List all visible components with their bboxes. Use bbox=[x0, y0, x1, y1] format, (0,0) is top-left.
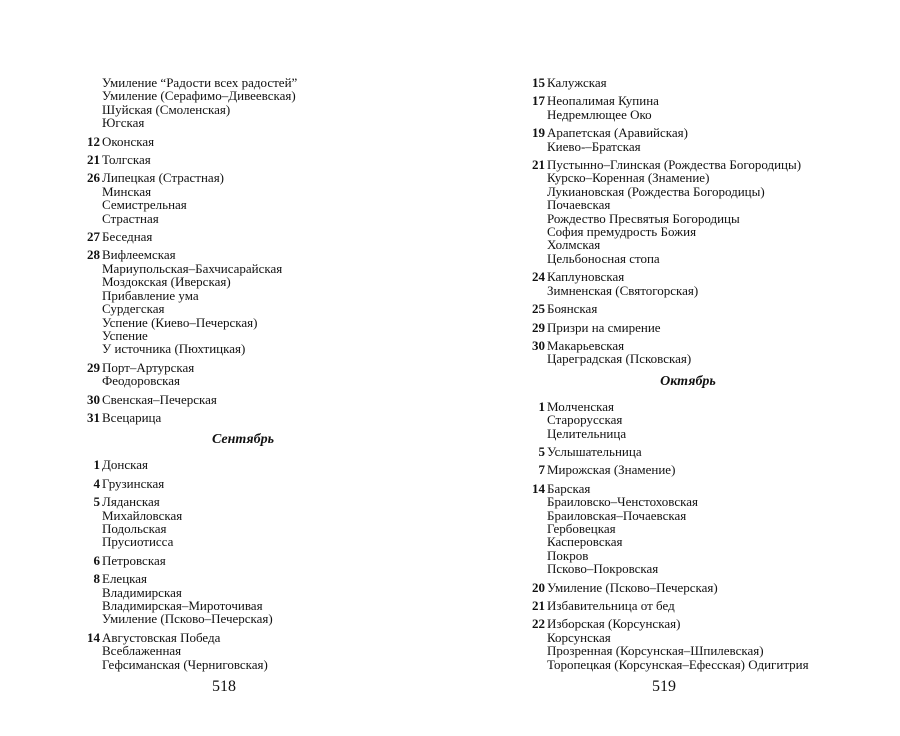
entry-day: 30 bbox=[532, 337, 545, 353]
calendar-entry bbox=[83, 248, 413, 355]
entry-icon-names bbox=[102, 631, 413, 671]
icon-name: Прибавление ума bbox=[102, 287, 199, 303]
entry-icon-names bbox=[547, 270, 858, 297]
calendar-entry bbox=[528, 76, 858, 89]
entry-icon-names bbox=[547, 126, 858, 153]
icon-name: Зимненская (Святогорская) bbox=[547, 282, 699, 298]
icon-name: Неопалимая Купина bbox=[547, 93, 659, 109]
calendar-entry bbox=[83, 135, 413, 148]
icon-name: Каплуновская bbox=[547, 269, 625, 285]
entry-day: 12 bbox=[87, 133, 100, 149]
calendar-entry bbox=[528, 599, 858, 612]
calendar-entry bbox=[528, 126, 858, 153]
page-number-left: 518 bbox=[212, 678, 236, 695]
calendar-entry bbox=[528, 302, 858, 315]
page-number-right: 519 bbox=[652, 678, 676, 695]
entry-day: 21 bbox=[87, 152, 100, 168]
icon-name: Беседная bbox=[102, 229, 153, 245]
icon-name: Умиление (Псково–Печерская) bbox=[102, 611, 273, 627]
entry-icon-names bbox=[547, 76, 858, 89]
entry-day: 14 bbox=[532, 480, 545, 496]
calendar-entry bbox=[528, 581, 858, 594]
icon-name: Старорусская bbox=[547, 412, 623, 428]
icon-name: Успение bbox=[102, 327, 148, 343]
icon-name: У источника (Пюхтицкая) bbox=[102, 341, 246, 357]
icon-name: Арапетская (Аравийская) bbox=[547, 125, 688, 141]
calendar-entry bbox=[83, 361, 413, 388]
icon-name: Призри на смирение bbox=[547, 319, 661, 335]
icon-name: Цельбоносная стопа bbox=[547, 250, 660, 266]
entry-day: 22 bbox=[532, 616, 545, 632]
calendar-entry bbox=[83, 171, 413, 225]
icon-name: Свенская–Печерская bbox=[102, 391, 217, 407]
right-page-column bbox=[528, 76, 858, 676]
calendar-entry bbox=[528, 463, 858, 476]
entry-day: 24 bbox=[532, 269, 545, 285]
icon-name: Избавительница от бед bbox=[547, 598, 675, 613]
icon-name: Августовская Победа bbox=[102, 629, 221, 645]
entry-day: 26 bbox=[87, 170, 100, 186]
entry-day: 31 bbox=[87, 409, 100, 425]
entry-icon-names bbox=[547, 158, 858, 265]
icon-name: Почаевская bbox=[547, 197, 611, 213]
entry-day: 19 bbox=[532, 125, 545, 141]
entry-icon-names bbox=[102, 76, 413, 130]
icon-name: Оконская bbox=[102, 133, 155, 149]
calendar-entry bbox=[83, 411, 413, 424]
month-heading: Сентябрь bbox=[211, 432, 275, 448]
icon-name: Феодоровская bbox=[102, 373, 180, 389]
entry-day: 27 bbox=[87, 229, 100, 245]
icon-name: Донская bbox=[102, 457, 148, 473]
icon-name: Целительница bbox=[547, 425, 627, 441]
icon-name: Мариупольская–Бахчисарайская bbox=[102, 260, 283, 276]
calendar-entry bbox=[528, 158, 858, 265]
icon-name: Услышательница bbox=[547, 443, 642, 459]
calendar-entry bbox=[83, 631, 413, 671]
entry-day: 7 bbox=[538, 462, 545, 478]
icon-name: Петровская bbox=[102, 552, 166, 568]
icon-name: Умиление (Серафимо–Дивеевская) bbox=[102, 88, 296, 104]
icon-name: Недремлющее Око bbox=[547, 106, 652, 122]
calendar-entry bbox=[528, 617, 858, 671]
entry-icon-names bbox=[547, 482, 858, 576]
icon-name: Браиловская–Почаевская bbox=[547, 507, 687, 523]
calendar-entry bbox=[83, 572, 413, 626]
icon-name: Молченская bbox=[547, 398, 614, 414]
calendar-entry bbox=[83, 76, 413, 130]
entry-day: 21 bbox=[532, 598, 545, 613]
calendar-entry bbox=[528, 94, 858, 121]
calendar-entry bbox=[528, 400, 858, 440]
entry-day: 30 bbox=[87, 391, 100, 407]
icon-name: Грузинская bbox=[102, 475, 165, 491]
entry-icon-names bbox=[102, 458, 413, 471]
entry-icon-names bbox=[547, 617, 858, 671]
icon-name: Прусиотисса bbox=[102, 534, 174, 550]
entry-day: 6 bbox=[93, 552, 100, 568]
icon-name: Покров bbox=[547, 547, 589, 563]
entry-day: 25 bbox=[532, 301, 545, 317]
entry-icon-names bbox=[102, 572, 413, 626]
icon-name: Корсунская bbox=[547, 629, 611, 645]
entry-day: 14 bbox=[87, 629, 100, 645]
icon-name: Мирожская (Знамение) bbox=[547, 462, 676, 478]
entry-day: 28 bbox=[87, 247, 100, 263]
icon-name: Михайловская bbox=[102, 507, 183, 523]
calendar-entry bbox=[83, 230, 413, 243]
calendar-entry bbox=[83, 153, 413, 166]
icon-name: Киево-–Братская bbox=[547, 138, 641, 154]
icon-name: Курско–Коренная (Знамение) bbox=[547, 170, 710, 186]
icon-name: Порт–Артурская bbox=[102, 359, 195, 375]
entry-icon-names bbox=[102, 554, 413, 567]
entry-icon-names bbox=[102, 171, 413, 225]
icon-name: Подольская bbox=[102, 520, 167, 536]
calendar-entry bbox=[528, 321, 858, 334]
icon-name: Лукиановская (Рождества Богородицы) bbox=[547, 183, 765, 199]
icon-name: Всецарица bbox=[102, 409, 162, 425]
icon-name: Всеблаженная bbox=[102, 643, 182, 659]
entry-day: 15 bbox=[532, 75, 545, 90]
entry-day: 29 bbox=[532, 319, 545, 335]
icon-name: Владимирская bbox=[102, 584, 182, 600]
icon-name: Макарьевская bbox=[547, 337, 625, 353]
entry-day: 1 bbox=[538, 398, 545, 414]
icon-name: Барская bbox=[547, 480, 591, 496]
icon-name: Елецкая bbox=[102, 571, 148, 587]
calendar-entry bbox=[83, 393, 413, 406]
left-page-column bbox=[83, 76, 413, 676]
calendar-entry bbox=[528, 339, 858, 366]
entry-icon-names bbox=[547, 599, 858, 612]
entry-icon-names bbox=[547, 445, 858, 458]
icon-name: Шуйская (Смоленская) bbox=[102, 101, 231, 117]
calendar-entry bbox=[83, 458, 413, 471]
icon-name: Моздокская (Иверская) bbox=[102, 274, 231, 290]
icon-name: Владимирская–Мироточивая bbox=[102, 598, 263, 613]
icon-name: Липецкая (Страстная) bbox=[102, 170, 225, 186]
calendar-entry bbox=[83, 554, 413, 567]
entry-day: 5 bbox=[538, 443, 545, 459]
entry-day: 21 bbox=[532, 157, 545, 173]
icon-name: Минская bbox=[102, 183, 152, 199]
entry-day: 5 bbox=[93, 494, 100, 510]
icon-name: Торопецкая (Корсунская–Ефесская) Одигитрия bbox=[547, 656, 809, 672]
entry-icon-names bbox=[102, 153, 413, 166]
month-heading: Октябрь bbox=[660, 373, 716, 389]
calendar-entry bbox=[83, 495, 413, 549]
icon-name: Умиление (Псково–Печерская) bbox=[547, 579, 718, 595]
icon-name: Югская bbox=[102, 115, 145, 131]
entry-icon-names bbox=[102, 411, 413, 424]
icon-name: Сурдегская bbox=[102, 301, 165, 317]
icon-name: Холмская bbox=[547, 237, 601, 253]
entry-icon-names bbox=[547, 321, 858, 334]
icon-name: Изборская (Корсунская) bbox=[547, 616, 681, 632]
icon-name: Рождество Пресвятыя Богородицы bbox=[547, 210, 740, 226]
icon-name: Гефсиманская (Черниговская) bbox=[102, 656, 268, 672]
entry-icon-names bbox=[547, 581, 858, 594]
icon-name: Касперовская bbox=[547, 534, 623, 550]
icon-name: Боянская bbox=[547, 301, 598, 317]
calendar-entry bbox=[83, 477, 413, 490]
entry-icon-names bbox=[102, 248, 413, 355]
entry-icon-names bbox=[102, 230, 413, 243]
entry-icon-names bbox=[547, 302, 858, 315]
icon-name: Успение (Киево–Печерская) bbox=[102, 314, 258, 330]
entry-icon-names bbox=[547, 339, 858, 366]
icon-name: Умиление “Радости всех радостей” bbox=[102, 75, 298, 90]
entry-day: 20 bbox=[532, 579, 545, 595]
icon-name: Псково–Покровская bbox=[547, 561, 659, 577]
entry-icon-names bbox=[547, 400, 858, 440]
icon-name: Гербовецкая bbox=[547, 520, 616, 536]
icon-name: София премудрость Божия bbox=[547, 224, 697, 240]
icon-name: Браиловско–Ченстоховская bbox=[547, 494, 699, 510]
entry-icon-names bbox=[102, 477, 413, 490]
icon-name: Прозренная (Корсунская–Шпилевская) bbox=[547, 643, 764, 659]
entry-day: 29 bbox=[87, 359, 100, 375]
icon-name: Цареградская (Псковская) bbox=[547, 351, 692, 367]
entry-day: 1 bbox=[93, 457, 100, 473]
calendar-entry bbox=[528, 445, 858, 458]
icon-name: Страстная bbox=[102, 210, 159, 226]
entry-day bbox=[83, 76, 102, 130]
icon-name: Калужская bbox=[547, 75, 607, 90]
entry-icon-names bbox=[102, 135, 413, 148]
entry-icon-names bbox=[547, 94, 858, 121]
entry-icon-names bbox=[547, 463, 858, 476]
entry-day: 8 bbox=[93, 571, 100, 587]
icon-name: Пустынно–Глинская (Рождества Богородицы) bbox=[547, 157, 802, 173]
calendar-entry bbox=[528, 270, 858, 297]
entry-icon-names bbox=[102, 361, 413, 388]
entry-icon-names bbox=[102, 393, 413, 406]
icon-name: Семистрельная bbox=[102, 197, 187, 213]
entry-icon-names bbox=[102, 495, 413, 549]
entry-day: 17 bbox=[532, 93, 545, 109]
icon-name: Вифлеемская bbox=[102, 247, 176, 263]
entry-day: 4 bbox=[93, 475, 100, 491]
calendar-entry bbox=[528, 482, 858, 576]
icon-name: Ляданская bbox=[102, 494, 160, 510]
icon-name: Толгская bbox=[102, 152, 151, 168]
